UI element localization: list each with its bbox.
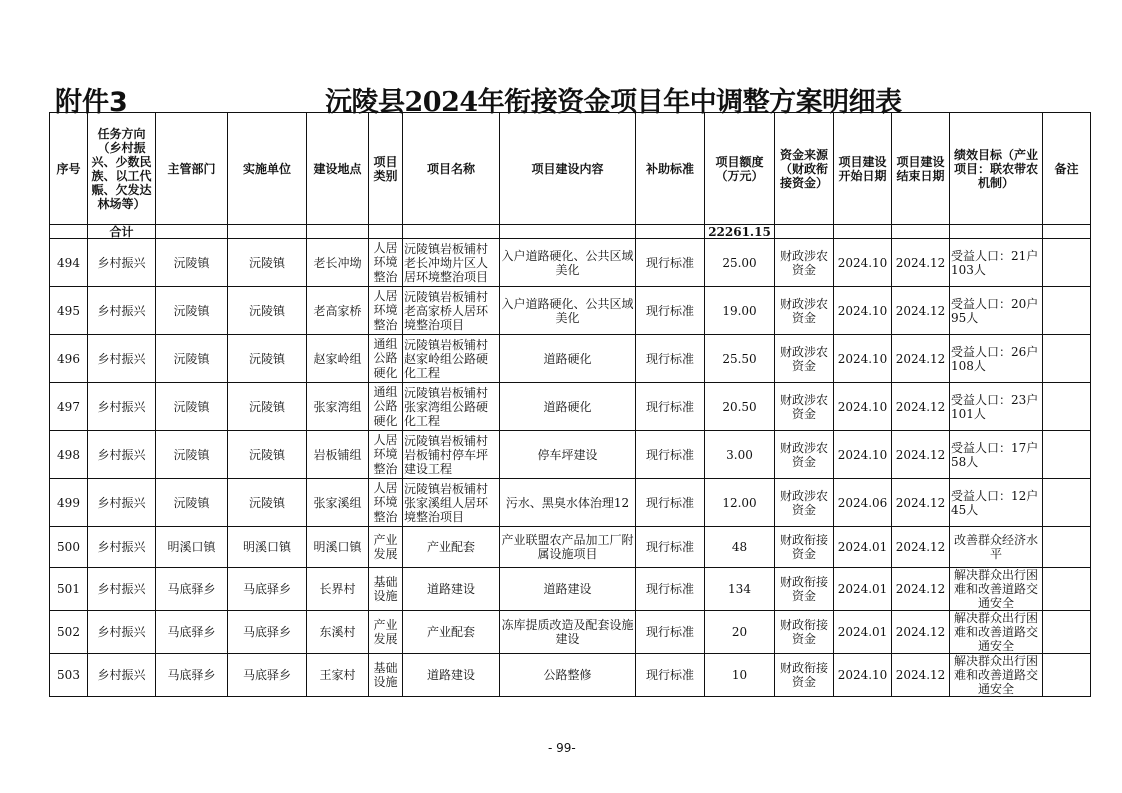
cell-unit: 沅陵镇: [228, 431, 307, 479]
cell-start: 2024.10: [834, 383, 892, 431]
cell-subsidy: 现行标准: [636, 479, 705, 527]
cell-subsidy: 现行标准: [636, 287, 705, 335]
cell-fund: 财政涉农资金: [775, 239, 834, 287]
cell-task: 乡村振兴: [88, 654, 156, 697]
cell-seq: 495: [50, 287, 88, 335]
cell-location: 张家湾组: [307, 383, 369, 431]
cell-fund: 财政涉农资金: [775, 479, 834, 527]
cell-unit: 明溪口镇: [228, 527, 307, 568]
col-subsidy: 补助标准: [636, 113, 705, 225]
cell-unit: 马底驿乡: [228, 654, 307, 697]
cell-note: [1043, 654, 1091, 697]
cell-goal: 改善群众经济水平: [950, 527, 1043, 568]
cell-dept: 沅陵镇: [156, 335, 228, 383]
cell-note: [1043, 383, 1091, 431]
cell-subsidy: 现行标准: [636, 383, 705, 431]
cell-task: 乡村振兴: [88, 527, 156, 568]
cell-note: [1043, 431, 1091, 479]
table-row: [50, 239, 1091, 287]
cell-content: 产业联盟农产品加工厂附属设施项目: [500, 527, 636, 568]
cell-start: 2024.06: [834, 479, 892, 527]
cell-location: 岩板铺组: [307, 431, 369, 479]
cell-goal: 受益人口：17户58人: [950, 431, 1043, 479]
cell-content: 停车坪建设: [500, 431, 636, 479]
col-unit: 实施单位: [228, 113, 307, 225]
cell-start: 2024.10: [834, 654, 892, 697]
cell-goal: 受益人口：26户108人: [950, 335, 1043, 383]
cell-start: 2024.10: [834, 431, 892, 479]
cell-dept: 沅陵镇: [156, 431, 228, 479]
cell-fund: 财政涉农资金: [775, 335, 834, 383]
cell-goal: 解决群众出行困难和改善道路交通安全: [950, 611, 1043, 654]
cell-content: 冻库提质改造及配套设施建设: [500, 611, 636, 654]
table-row: [50, 479, 1091, 527]
cell-dept: 沅陵镇: [156, 479, 228, 527]
cell-category: 通组公路硬化: [369, 335, 403, 383]
project-table: [49, 112, 1091, 697]
cell-seq: 502: [50, 611, 88, 654]
cell-task: 乡村振兴: [88, 383, 156, 431]
cell-name: 沅陵镇岩板铺村赵家岭组公路硬化工程: [403, 335, 500, 383]
cell-amount: 25.00: [705, 239, 775, 287]
cell-unit: 沅陵镇: [228, 239, 307, 287]
cell-task: 乡村振兴: [88, 611, 156, 654]
cell-fund: 财政涉农资金: [775, 287, 834, 335]
cell-task: 乡村振兴: [88, 568, 156, 611]
cell-end: 2024.12: [892, 479, 950, 527]
cell-seq: 496: [50, 335, 88, 383]
cell-category: 基础设施: [369, 654, 403, 697]
cell-location: 赵家岭组: [307, 335, 369, 383]
col-task: 任务方向（乡村振兴、少数民族、以工代赈、欠发达林场等）: [88, 113, 156, 225]
cell-start: 2024.10: [834, 239, 892, 287]
table-row: [50, 431, 1091, 479]
cell-fund: 财政衔接资金: [775, 654, 834, 697]
cell-content: 道路硬化: [500, 335, 636, 383]
col-category: 项目类别: [369, 113, 403, 225]
cell-start: 2024.01: [834, 568, 892, 611]
cell-end: 2024.12: [892, 383, 950, 431]
cell-subsidy: 现行标准: [636, 654, 705, 697]
cell-fund: 财政涉农资金: [775, 431, 834, 479]
cell-content: 道路硬化: [500, 383, 636, 431]
page-number: - 99-: [548, 741, 576, 755]
table-row: [50, 383, 1091, 431]
cell-end: 2024.12: [892, 611, 950, 654]
cell-seq: 503: [50, 654, 88, 697]
cell-category: 人居环境整治: [369, 479, 403, 527]
cell-goal: 受益人口：12户45人: [950, 479, 1043, 527]
cell-content: 污水、黑臭水体治理12: [500, 479, 636, 527]
cell-seq: 498: [50, 431, 88, 479]
col-content: 项目建设内容: [500, 113, 636, 225]
cell-amount: 48: [705, 527, 775, 568]
cell-subsidy: 现行标准: [636, 335, 705, 383]
col-end: 项目建设结束日期: [892, 113, 950, 225]
cell-fund: 财政衔接资金: [775, 611, 834, 654]
cell-task: 乡村振兴: [88, 431, 156, 479]
cell-name: 沅陵镇岩板铺村老长冲坳片区人居环境整治项目: [403, 239, 500, 287]
cell-unit: 沅陵镇: [228, 383, 307, 431]
col-dept: 主管部门: [156, 113, 228, 225]
page-title: 沅陵县2024年衔接资金项目年中调整方案明细表: [325, 87, 902, 118]
cell-amount: 20: [705, 611, 775, 654]
cell-category: 通组公路硬化: [369, 383, 403, 431]
cell-subsidy: 现行标准: [636, 239, 705, 287]
cell-unit: 沅陵镇: [228, 335, 307, 383]
cell-end: 2024.12: [892, 527, 950, 568]
cell-goal: 解决群众出行困难和改善道路交通安全: [950, 654, 1043, 697]
header-row: [50, 113, 1091, 225]
cell-unit: 沅陵镇: [228, 479, 307, 527]
cell-goal: 受益人口：23户101人: [950, 383, 1043, 431]
cell-amount: 10: [705, 654, 775, 697]
cell-goal: 解决群众出行困难和改善道路交通安全: [950, 568, 1043, 611]
cell-amount: 12.00: [705, 479, 775, 527]
cell-task: 乡村振兴: [88, 479, 156, 527]
col-seq: 序号: [50, 113, 88, 225]
table-row: [50, 654, 1091, 697]
cell-category: 产业发展: [369, 527, 403, 568]
cell-content: 公路整修: [500, 654, 636, 697]
cell-category: 人居环境整治: [369, 431, 403, 479]
cell-dept: 沅陵镇: [156, 383, 228, 431]
cell-seq: 501: [50, 568, 88, 611]
cell-name: 道路建设: [403, 568, 500, 611]
cell-end: 2024.12: [892, 287, 950, 335]
cell-note: [1043, 479, 1091, 527]
cell-category: 人居环境整治: [369, 287, 403, 335]
cell-start: 2024.10: [834, 287, 892, 335]
table-row: [50, 287, 1091, 335]
cell-goal: 受益人口：20户95人: [950, 287, 1043, 335]
cell-location: 明溪口镇: [307, 527, 369, 568]
cell-dept: 马底驿乡: [156, 654, 228, 697]
attachment-label: 附件3: [55, 87, 128, 118]
total-label: 合计: [88, 225, 156, 239]
cell-name: 道路建设: [403, 654, 500, 697]
cell-end: 2024.12: [892, 431, 950, 479]
cell-location: 老长冲坳: [307, 239, 369, 287]
cell-content: 入户道路硬化、公共区域美化: [500, 287, 636, 335]
total-amount: 22261.15: [705, 225, 775, 239]
cell-subsidy: 现行标准: [636, 568, 705, 611]
cell-note: [1043, 239, 1091, 287]
cell-note: [1043, 335, 1091, 383]
cell-unit: 沅陵镇: [228, 287, 307, 335]
cell-amount: 19.00: [705, 287, 775, 335]
col-start: 项目建设开始日期: [834, 113, 892, 225]
col-note: 备注: [1043, 113, 1091, 225]
cell-subsidy: 现行标准: [636, 431, 705, 479]
cell-note: [1043, 527, 1091, 568]
cell-amount: 3.00: [705, 431, 775, 479]
cell-name: 产业配套: [403, 527, 500, 568]
cell-location: 东溪村: [307, 611, 369, 654]
cell-location: 王家村: [307, 654, 369, 697]
cell-fund: 财政衔接资金: [775, 568, 834, 611]
cell-dept: 沅陵镇: [156, 239, 228, 287]
cell-seq: 497: [50, 383, 88, 431]
cell-amount: 25.50: [705, 335, 775, 383]
cell-content: 道路建设: [500, 568, 636, 611]
cell-fund: 财政涉农资金: [775, 383, 834, 431]
cell-category: 基础设施: [369, 568, 403, 611]
cell-seq: 494: [50, 239, 88, 287]
cell-location: 张家溪组: [307, 479, 369, 527]
cell-location: 老高家桥: [307, 287, 369, 335]
cell-location: 长界村: [307, 568, 369, 611]
cell-end: 2024.12: [892, 568, 950, 611]
cell-name: 沅陵镇岩板铺村老高家桥人居环境整治项目: [403, 287, 500, 335]
cell-fund: 财政衔接资金: [775, 527, 834, 568]
cell-category: 产业发展: [369, 611, 403, 654]
cell-seq: 499: [50, 479, 88, 527]
cell-start: 2024.10: [834, 335, 892, 383]
cell-unit: 马底驿乡: [228, 611, 307, 654]
cell-end: 2024.12: [892, 335, 950, 383]
cell-subsidy: 现行标准: [636, 527, 705, 568]
cell-seq: 500: [50, 527, 88, 568]
table-row: [50, 611, 1091, 654]
cell-task: 乡村振兴: [88, 335, 156, 383]
cell-end: 2024.12: [892, 239, 950, 287]
cell-dept: 明溪口镇: [156, 527, 228, 568]
table-row: [50, 335, 1091, 383]
cell-start: 2024.01: [834, 527, 892, 568]
cell-note: [1043, 287, 1091, 335]
cell-dept: 马底驿乡: [156, 568, 228, 611]
cell-dept: 沅陵镇: [156, 287, 228, 335]
cell-subsidy: 现行标准: [636, 611, 705, 654]
cell-task: 乡村振兴: [88, 287, 156, 335]
cell-name: 沅陵镇岩板铺村张家溪组人居环境整治项目: [403, 479, 500, 527]
cell-task: 乡村振兴: [88, 239, 156, 287]
table-row: [50, 568, 1091, 611]
cell-content: 入户道路硬化、公共区域美化: [500, 239, 636, 287]
col-location: 建设地点: [307, 113, 369, 225]
cell-name: 沅陵镇岩板铺村张家湾组公路硬化工程: [403, 383, 500, 431]
col-amount: 项目额度（万元）: [705, 113, 775, 225]
cell-unit: 马底驿乡: [228, 568, 307, 611]
col-goal: 绩效目标（产业项目：联农带农机制）: [950, 113, 1043, 225]
cell-name: 沅陵镇岩板铺村岩板铺村停车坪建设工程: [403, 431, 500, 479]
cell-category: 人居环境整治: [369, 239, 403, 287]
cell-amount: 20.50: [705, 383, 775, 431]
cell-end: 2024.12: [892, 654, 950, 697]
cell-goal: 受益人口：21户103人: [950, 239, 1043, 287]
total-row: [50, 225, 1091, 239]
cell-amount: 134: [705, 568, 775, 611]
cell-start: 2024.01: [834, 611, 892, 654]
col-fund: 资金来源（财政衔接资金）: [775, 113, 834, 225]
cell-note: [1043, 611, 1091, 654]
cell-name: 产业配套: [403, 611, 500, 654]
table-row: [50, 527, 1091, 568]
cell-note: [1043, 568, 1091, 611]
cell-dept: 马底驿乡: [156, 611, 228, 654]
col-name: 项目名称: [403, 113, 500, 225]
